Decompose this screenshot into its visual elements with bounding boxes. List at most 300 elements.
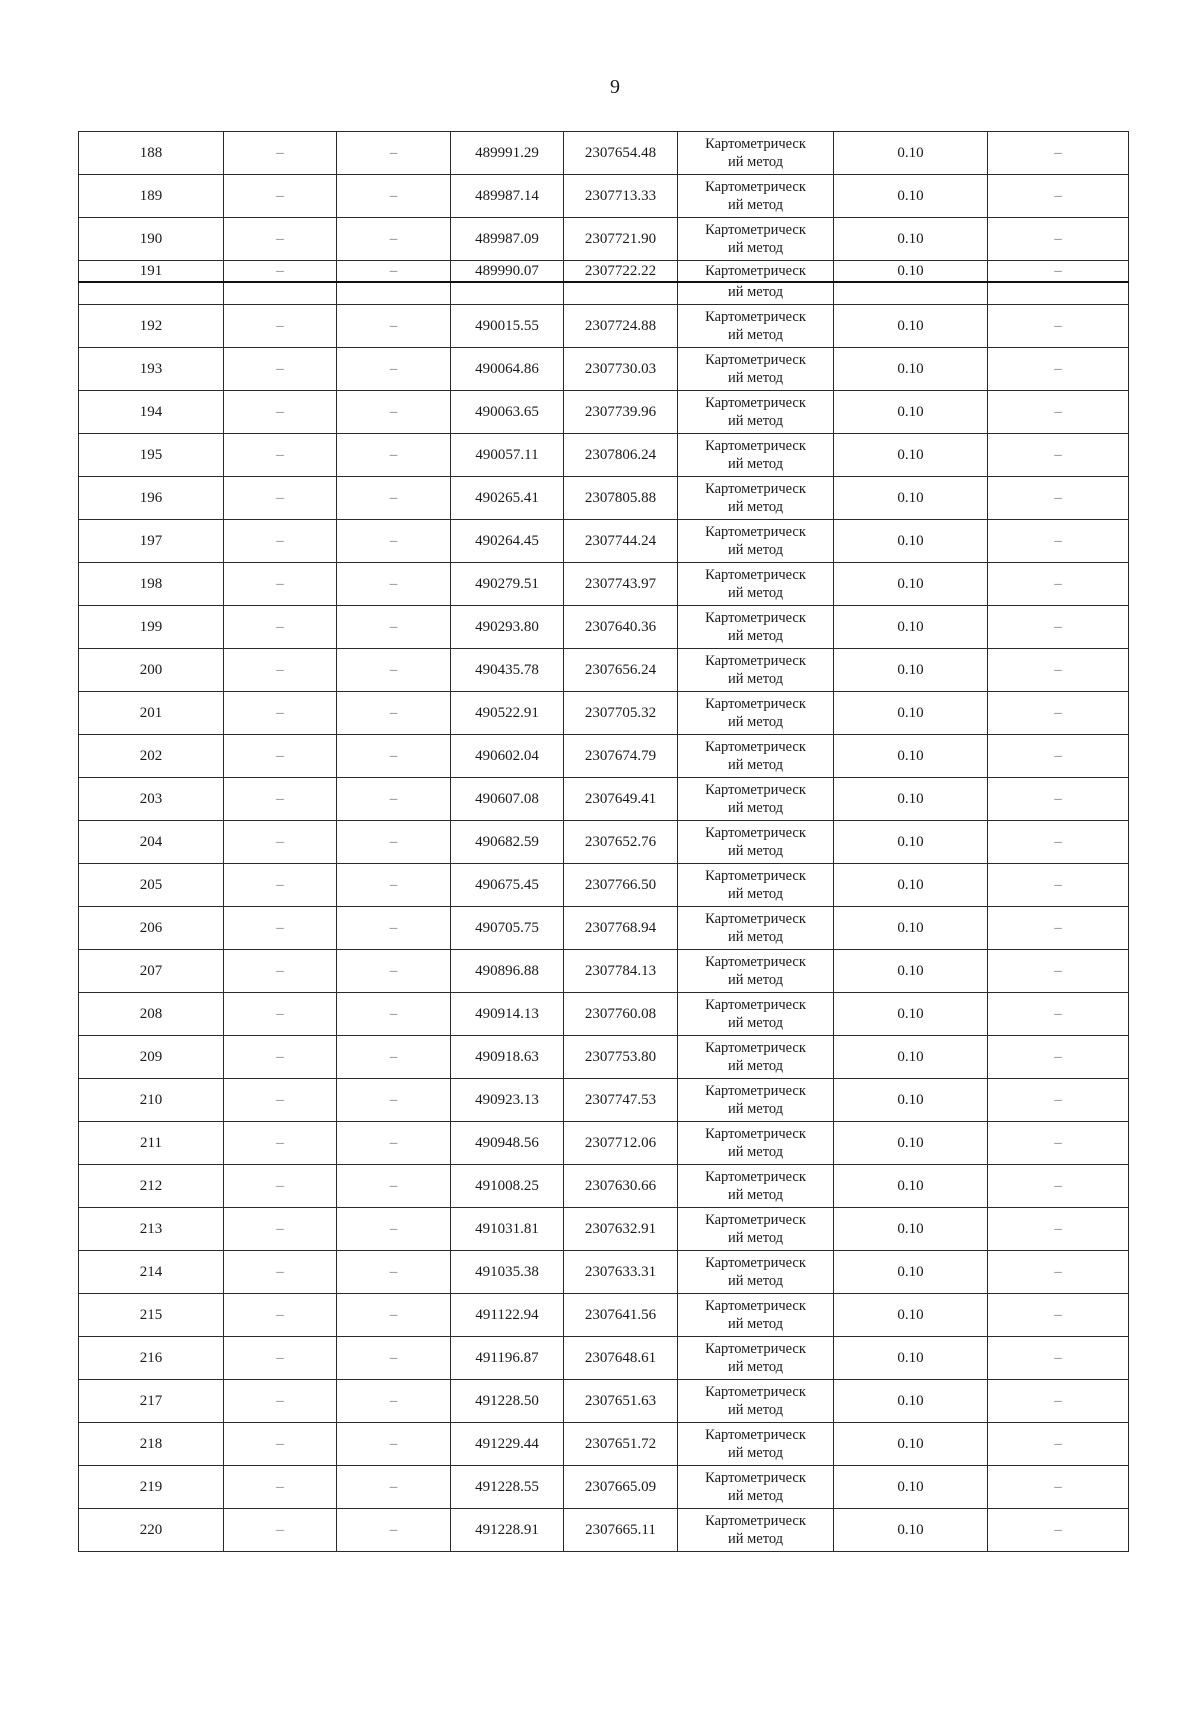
y-coordinate: 2307633.31 <box>564 1251 678 1294</box>
method-line-2: ий метод <box>727 671 784 687</box>
description-cell: – <box>988 907 1129 950</box>
accuracy-value: 0.10 <box>834 434 988 477</box>
x-coordinate: 490705.75 <box>451 907 564 950</box>
method-line-2: ий метод <box>727 413 784 429</box>
method-line-1: Картометрическ <box>705 567 806 583</box>
old-y-cell: – <box>337 907 451 950</box>
method-line-1: Картометрическ <box>705 1040 806 1056</box>
old-y-cell: – <box>337 1122 451 1165</box>
description-cell: – <box>988 1165 1129 1208</box>
point-number: 208 <box>79 993 224 1036</box>
accuracy-value: 0.10 <box>834 520 988 563</box>
old-y-cell: – <box>337 305 451 348</box>
y-coordinate: 2307805.88 <box>564 477 678 520</box>
table-row <box>79 1122 1129 1165</box>
method-line-1: Картометрическ <box>705 1427 806 1443</box>
y-coordinate: 2307806.24 <box>564 434 678 477</box>
table-row <box>79 1079 1129 1122</box>
method-cell <box>678 692 834 735</box>
table-row <box>79 391 1129 434</box>
method-line-1: Картометрическ <box>705 997 806 1013</box>
method-cell <box>678 1036 834 1079</box>
table-row <box>79 1165 1129 1208</box>
y-coordinate: 2307652.76 <box>564 821 678 864</box>
method-line-2: ий метод <box>727 370 784 386</box>
description-cell: – <box>988 175 1129 218</box>
method-line-1: Картометрическ <box>705 825 806 841</box>
old-x-cell: – <box>224 1509 337 1552</box>
method-cell <box>678 778 834 821</box>
description-cell: – <box>988 1337 1129 1380</box>
description-cell: – <box>988 434 1129 477</box>
point-number: 199 <box>79 606 224 649</box>
point-number: 192 <box>79 305 224 348</box>
x-coordinate: 490602.04 <box>451 735 564 778</box>
method-line-2: ий метод <box>727 1101 784 1117</box>
table-row <box>79 1337 1129 1380</box>
method-cell <box>678 950 834 993</box>
method-line-2: ий метод <box>727 240 784 256</box>
description-cell: – <box>988 348 1129 391</box>
y-coordinate: 2307721.90 <box>564 218 678 261</box>
table-row <box>79 175 1129 218</box>
method-cell <box>678 391 834 434</box>
method-line-2: ий метод <box>727 542 784 558</box>
method-line-1: Картометрическ <box>705 1126 806 1142</box>
old-x-cell: – <box>224 1165 337 1208</box>
accuracy-value: 0.10 <box>834 1466 988 1509</box>
description-cell: – <box>988 1208 1129 1251</box>
method-line-1: Картометрическ <box>705 309 806 325</box>
table-row <box>79 649 1129 692</box>
table-row <box>79 735 1129 778</box>
y-coordinate: 2307656.24 <box>564 649 678 692</box>
old-x-cell: – <box>224 261 337 283</box>
method-line-2: ий метод <box>727 154 784 170</box>
table-row <box>79 348 1129 391</box>
description-cell: – <box>988 1423 1129 1466</box>
y-coordinate: 2307654.48 <box>564 132 678 175</box>
old-x-cell: – <box>224 1079 337 1122</box>
old-y-cell: – <box>337 348 451 391</box>
old-y-cell: – <box>337 391 451 434</box>
description-cell: – <box>988 132 1129 175</box>
old-y-cell: – <box>337 261 451 283</box>
old-x-cell: – <box>224 1466 337 1509</box>
table-row <box>79 218 1129 261</box>
table-row <box>79 1509 1129 1552</box>
x-coordinate: 490896.88 <box>451 950 564 993</box>
description-cell: – <box>988 1036 1129 1079</box>
x-coordinate: 491035.38 <box>451 1251 564 1294</box>
method-line-2: ий метод <box>727 284 784 300</box>
point-number: 211 <box>79 1122 224 1165</box>
method-line-2: ий метод <box>727 1058 784 1074</box>
method-line-1: Картометрическ <box>705 1255 806 1271</box>
description-cell: – <box>988 778 1129 821</box>
method-cell <box>678 305 834 348</box>
y-coordinate: 2307712.06 <box>564 1122 678 1165</box>
point-number: 198 <box>79 563 224 606</box>
point-number: 217 <box>79 1380 224 1423</box>
empty-cell <box>337 282 451 305</box>
point-number: 195 <box>79 434 224 477</box>
method-line-1: Картометрическ <box>705 1298 806 1314</box>
description-cell: – <box>988 950 1129 993</box>
empty-cell <box>451 282 564 305</box>
old-y-cell: – <box>337 563 451 606</box>
old-x-cell: – <box>224 649 337 692</box>
table-row <box>79 950 1129 993</box>
method-line-1: Картометрическ <box>705 1083 806 1099</box>
description-cell: – <box>988 735 1129 778</box>
y-coordinate: 2307649.41 <box>564 778 678 821</box>
method-line-1: Картометрическ <box>705 481 806 497</box>
old-x-cell: – <box>224 520 337 563</box>
x-coordinate: 489991.29 <box>451 132 564 175</box>
method-cell <box>678 1208 834 1251</box>
old-x-cell: – <box>224 606 337 649</box>
old-x-cell: – <box>224 477 337 520</box>
y-coordinate: 2307747.53 <box>564 1079 678 1122</box>
point-number: 209 <box>79 1036 224 1079</box>
x-coordinate: 490063.65 <box>451 391 564 434</box>
y-coordinate: 2307722.22 <box>564 261 678 283</box>
old-x-cell: – <box>224 434 337 477</box>
accuracy-value: 0.10 <box>834 1208 988 1251</box>
method-cell <box>678 520 834 563</box>
old-x-cell: – <box>224 1294 337 1337</box>
accuracy-value: 0.10 <box>834 132 988 175</box>
accuracy-value: 0.10 <box>834 649 988 692</box>
method-line-1: Картометрическ <box>705 1169 806 1185</box>
method-cell-continuation <box>678 282 834 305</box>
method-line-1: Картометрическ <box>705 179 806 195</box>
table-row <box>79 692 1129 735</box>
method-line-2: ий метод <box>727 1402 784 1418</box>
x-coordinate: 490264.45 <box>451 520 564 563</box>
table-row <box>79 305 1129 348</box>
method-line-1: Картометрическ <box>705 1470 806 1486</box>
method-line-2: ий метод <box>727 197 784 213</box>
method-cell <box>678 1509 834 1552</box>
method-cell <box>678 735 834 778</box>
method-line-2: ий метод <box>727 499 784 515</box>
accuracy-value: 0.10 <box>834 1165 988 1208</box>
y-coordinate: 2307744.24 <box>564 520 678 563</box>
y-coordinate: 2307641.56 <box>564 1294 678 1337</box>
table-row <box>79 1251 1129 1294</box>
description-cell: – <box>988 692 1129 735</box>
accuracy-value: 0.10 <box>834 692 988 735</box>
method-cell <box>678 1294 834 1337</box>
old-y-cell: – <box>337 477 451 520</box>
table-row <box>79 993 1129 1036</box>
method-line-1: Картометрическ <box>705 524 806 540</box>
old-x-cell: – <box>224 692 337 735</box>
old-y-cell: – <box>337 1251 451 1294</box>
y-coordinate: 2307724.88 <box>564 305 678 348</box>
method-line-2: ий метод <box>727 1187 784 1203</box>
accuracy-value: 0.10 <box>834 305 988 348</box>
accuracy-value: 0.10 <box>834 391 988 434</box>
method-line-2: ий метод <box>727 886 784 902</box>
method-cell <box>678 218 834 261</box>
description-cell: – <box>988 993 1129 1036</box>
x-coordinate: 490923.13 <box>451 1079 564 1122</box>
x-coordinate: 491228.50 <box>451 1380 564 1423</box>
old-y-cell: – <box>337 1337 451 1380</box>
old-x-cell: – <box>224 1423 337 1466</box>
table-row <box>79 261 1129 283</box>
y-coordinate: 2307632.91 <box>564 1208 678 1251</box>
accuracy-value: 0.10 <box>834 261 988 283</box>
accuracy-value: 0.10 <box>834 1036 988 1079</box>
table-row <box>79 477 1129 520</box>
method-cell <box>678 175 834 218</box>
y-coordinate: 2307651.63 <box>564 1380 678 1423</box>
accuracy-value: 0.10 <box>834 218 988 261</box>
method-line-2: ий метод <box>727 585 784 601</box>
method-cell <box>678 1337 834 1380</box>
description-cell: – <box>988 477 1129 520</box>
method-line-1: Картометрическ <box>705 1341 806 1357</box>
old-x-cell: – <box>224 950 337 993</box>
y-coordinate: 2307651.72 <box>564 1423 678 1466</box>
x-coordinate: 489987.14 <box>451 175 564 218</box>
old-x-cell: – <box>224 305 337 348</box>
method-line-2: ий метод <box>727 972 784 988</box>
old-y-cell: – <box>337 132 451 175</box>
old-x-cell: – <box>224 1251 337 1294</box>
x-coordinate: 491228.91 <box>451 1509 564 1552</box>
old-y-cell: – <box>337 1294 451 1337</box>
description-cell: – <box>988 520 1129 563</box>
point-number: 204 <box>79 821 224 864</box>
method-cell <box>678 563 834 606</box>
method-line-1: Картометрическ <box>705 395 806 411</box>
x-coordinate: 489990.07 <box>451 261 564 283</box>
method-cell <box>678 907 834 950</box>
old-x-cell: – <box>224 778 337 821</box>
old-y-cell: – <box>337 1423 451 1466</box>
method-line-2: ий метод <box>727 800 784 816</box>
old-y-cell: – <box>337 778 451 821</box>
method-cell <box>678 1079 834 1122</box>
table-row <box>79 864 1129 907</box>
point-number: 205 <box>79 864 224 907</box>
old-y-cell: – <box>337 1079 451 1122</box>
method-line-2: ий метод <box>727 1273 784 1289</box>
point-number: 210 <box>79 1079 224 1122</box>
description-cell: – <box>988 1509 1129 1552</box>
table-row <box>79 1208 1129 1251</box>
point-number: 191 <box>79 261 224 283</box>
method-line-1: Картометрическ <box>705 739 806 755</box>
old-x-cell: – <box>224 821 337 864</box>
table-row <box>79 821 1129 864</box>
method-line-1: Картометрическ <box>705 222 806 238</box>
method-cell <box>678 821 834 864</box>
old-x-cell: – <box>224 218 337 261</box>
method-line-2: ий метод <box>727 1015 784 1031</box>
accuracy-value: 0.10 <box>834 1380 988 1423</box>
accuracy-value: 0.10 <box>834 563 988 606</box>
old-x-cell: – <box>224 563 337 606</box>
method-line-1: Картометрическ <box>705 1513 806 1529</box>
point-number: 202 <box>79 735 224 778</box>
method-line-2: ий метод <box>727 1445 784 1461</box>
description-cell: – <box>988 1122 1129 1165</box>
method-line-2: ий метод <box>727 714 784 730</box>
x-coordinate: 490064.86 <box>451 348 564 391</box>
table-row <box>79 778 1129 821</box>
x-coordinate: 490279.51 <box>451 563 564 606</box>
method-cell <box>678 606 834 649</box>
accuracy-value: 0.10 <box>834 1079 988 1122</box>
y-coordinate: 2307739.96 <box>564 391 678 434</box>
old-x-cell: – <box>224 907 337 950</box>
description-cell: – <box>988 1380 1129 1423</box>
x-coordinate: 491122.94 <box>451 1294 564 1337</box>
x-coordinate: 490914.13 <box>451 993 564 1036</box>
accuracy-value: 0.10 <box>834 864 988 907</box>
y-coordinate: 2307665.11 <box>564 1509 678 1552</box>
old-x-cell: – <box>224 735 337 778</box>
description-cell: – <box>988 1294 1129 1337</box>
x-coordinate: 490675.45 <box>451 864 564 907</box>
point-number: 203 <box>79 778 224 821</box>
old-x-cell: – <box>224 175 337 218</box>
x-coordinate: 491228.55 <box>451 1466 564 1509</box>
method-line-2: ий метод <box>727 1316 784 1332</box>
description-cell: – <box>988 391 1129 434</box>
old-y-cell: – <box>337 649 451 692</box>
old-x-cell: – <box>224 1380 337 1423</box>
method-line-1: Картометрическ <box>705 911 806 927</box>
point-number: 215 <box>79 1294 224 1337</box>
method-line-1: Картометрическ <box>705 954 806 970</box>
point-number: 189 <box>79 175 224 218</box>
method-line-1: Картометрическ <box>705 136 806 152</box>
accuracy-value: 0.10 <box>834 993 988 1036</box>
method-line-1: Картометрическ <box>705 1384 806 1400</box>
method-line-2: ий метод <box>727 843 784 859</box>
description-cell: – <box>988 821 1129 864</box>
y-coordinate: 2307674.79 <box>564 735 678 778</box>
method-line-2: ий метод <box>727 1144 784 1160</box>
method-line-2: ий метод <box>727 757 784 773</box>
old-x-cell: – <box>224 348 337 391</box>
y-coordinate: 2307743.97 <box>564 563 678 606</box>
method-line-1: Картометрическ <box>705 653 806 669</box>
old-y-cell: – <box>337 218 451 261</box>
x-coordinate: 490522.91 <box>451 692 564 735</box>
page-number: 9 <box>610 76 620 98</box>
point-number: 193 <box>79 348 224 391</box>
empty-cell <box>79 282 224 305</box>
method-cell <box>678 1466 834 1509</box>
old-y-cell: – <box>337 606 451 649</box>
x-coordinate: 490948.56 <box>451 1122 564 1165</box>
method-cell <box>678 864 834 907</box>
coordinates-table <box>78 131 1129 1552</box>
method-cell <box>678 1251 834 1294</box>
old-x-cell: – <box>224 132 337 175</box>
table-row-continuation <box>79 282 1129 305</box>
accuracy-value: 0.10 <box>834 175 988 218</box>
accuracy-value: 0.10 <box>834 950 988 993</box>
x-coordinate: 491196.87 <box>451 1337 564 1380</box>
method-cell <box>678 1423 834 1466</box>
table-row <box>79 434 1129 477</box>
old-y-cell: – <box>337 175 451 218</box>
old-x-cell: – <box>224 391 337 434</box>
method-cell <box>678 434 834 477</box>
point-number: 201 <box>79 692 224 735</box>
description-cell: – <box>988 563 1129 606</box>
x-coordinate: 490057.11 <box>451 434 564 477</box>
point-number: 197 <box>79 520 224 563</box>
y-coordinate: 2307705.32 <box>564 692 678 735</box>
old-y-cell: – <box>337 1208 451 1251</box>
description-cell: – <box>988 606 1129 649</box>
method-cell <box>678 477 834 520</box>
point-number: 216 <box>79 1337 224 1380</box>
table-row <box>79 1294 1129 1337</box>
y-coordinate: 2307713.33 <box>564 175 678 218</box>
accuracy-value: 0.10 <box>834 606 988 649</box>
method-line-1: Картометрическ <box>705 1212 806 1228</box>
description-cell: – <box>988 1466 1129 1509</box>
method-cell <box>678 132 834 175</box>
old-x-cell: – <box>224 1036 337 1079</box>
method-cell <box>678 1122 834 1165</box>
point-number: 200 <box>79 649 224 692</box>
accuracy-value: 0.10 <box>834 1509 988 1552</box>
old-y-cell: – <box>337 1466 451 1509</box>
x-coordinate: 491229.44 <box>451 1423 564 1466</box>
table-row <box>79 1423 1129 1466</box>
table-row <box>79 520 1129 563</box>
x-coordinate: 490265.41 <box>451 477 564 520</box>
method-line-1: Картометрическ <box>705 782 806 798</box>
accuracy-value: 0.10 <box>834 778 988 821</box>
method-cell <box>678 993 834 1036</box>
point-number: 214 <box>79 1251 224 1294</box>
old-y-cell: – <box>337 1509 451 1552</box>
empty-cell <box>564 282 678 305</box>
method-line-2: ий метод <box>727 1488 784 1504</box>
old-y-cell: – <box>337 434 451 477</box>
table-row <box>79 132 1129 175</box>
old-y-cell: – <box>337 735 451 778</box>
table-body <box>79 132 1129 1552</box>
method-line-2: ий метод <box>727 1230 784 1246</box>
old-x-cell: – <box>224 1122 337 1165</box>
method-line-2: ий метод <box>727 1359 784 1375</box>
point-number: 188 <box>79 132 224 175</box>
method-cell <box>678 348 834 391</box>
x-coordinate: 491008.25 <box>451 1165 564 1208</box>
y-coordinate: 2307730.03 <box>564 348 678 391</box>
method-cell <box>678 261 834 283</box>
accuracy-value: 0.10 <box>834 821 988 864</box>
method-line-1: Картометрическ <box>705 868 806 884</box>
empty-cell <box>988 282 1129 305</box>
accuracy-value: 0.10 <box>834 1423 988 1466</box>
y-coordinate: 2307630.66 <box>564 1165 678 1208</box>
